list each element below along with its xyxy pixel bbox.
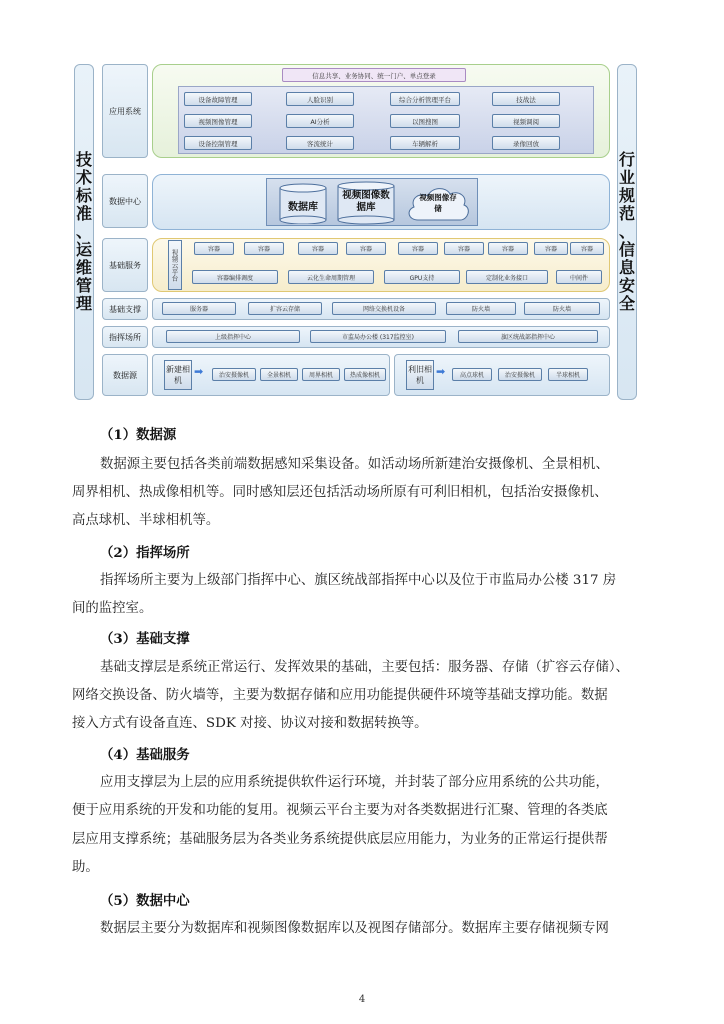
paragraph-line: 数据层主要分为数据库和视频图像数据库以及视图存储部分。数据库主要存储视频专网 bbox=[100, 921, 609, 936]
paragraph-line: 应用支撑层为上层的应用系统提供软件运行环境，并封装了部分应用系统的公共功能， bbox=[100, 775, 609, 790]
container-chip: 容器 bbox=[194, 242, 234, 255]
section-heading: （2）指挥场所 bbox=[100, 545, 190, 561]
base-support-item: 服务器 bbox=[162, 302, 236, 315]
command-item: 旗区统战部指挥中心 bbox=[458, 330, 598, 343]
base-service-item: 云化生命周期管理 bbox=[288, 270, 374, 284]
app-module: 设备控制管理 bbox=[184, 136, 252, 150]
right-side-char: 信 bbox=[618, 240, 635, 259]
arrow-right-icon: ➡ bbox=[194, 365, 204, 378]
app-module: 录像回放 bbox=[492, 136, 560, 150]
left-side-bar bbox=[74, 64, 94, 400]
app-module: AI分析 bbox=[286, 114, 354, 128]
container-chip: 容器 bbox=[398, 242, 438, 255]
layer-label-app: 应用系统 bbox=[102, 64, 148, 158]
app-module: 视频调阅 bbox=[492, 114, 560, 128]
video-cloud-platform: 视频云平台 bbox=[168, 240, 182, 290]
container-chip: 容器 bbox=[570, 242, 604, 255]
command-item: 上级指挥中心 bbox=[166, 330, 300, 343]
paragraph-line: 数据源主要包括各类前端数据感知采集设备。如活动场所新建治安摄像机、全景相机、 bbox=[100, 457, 609, 472]
new-camera-item: 全景相机 bbox=[260, 368, 298, 381]
base-service-item: 中间件 bbox=[556, 270, 602, 284]
right-side-char: 规 bbox=[618, 186, 635, 205]
base-support-item: 扩容云存储 bbox=[248, 302, 322, 315]
paragraph-line: 网络交换设备、防火墙等，主要为数据存储和应用功能提供硬件环境等基础支撑功能。数据 bbox=[72, 688, 608, 703]
layer-label-base-support: 基础支撑 bbox=[102, 298, 148, 320]
new-camera-label: 新建相机 bbox=[164, 360, 192, 390]
container-chip: 容器 bbox=[534, 242, 568, 255]
app-module: 客流统计 bbox=[286, 136, 354, 150]
paragraph-line: 便于应用系统的开发和功能的复用。视频云平台主要为对各类数据进行汇聚、管理的各类底 bbox=[72, 803, 608, 818]
video-storage-label: 视频图像存储 bbox=[419, 193, 457, 213]
new-camera-item: 热成像相机 bbox=[344, 368, 386, 381]
right-side-char: 业 bbox=[618, 168, 635, 187]
left-side-char: 术 bbox=[75, 168, 92, 187]
old-camera-item: 治安摄像机 bbox=[498, 368, 542, 381]
section-heading: （4）基础服务 bbox=[100, 747, 190, 763]
left-side-char: 理 bbox=[75, 294, 92, 313]
layer-label-data-source: 数据源 bbox=[102, 354, 148, 396]
paragraph-line: 指挥场所主要为上级部门指挥中心、旗区统战部指挥中心以及位于市监局办公楼 317 房 bbox=[100, 573, 617, 588]
left-side-char: 管 bbox=[75, 276, 92, 295]
right-side-char: 、 bbox=[618, 222, 635, 241]
paragraph-line: 助。 bbox=[72, 860, 99, 875]
new-camera-item: 周界相机 bbox=[302, 368, 340, 381]
paragraph-line: 基础支撑层是系统正常运行、发挥效果的基础，主要包括：服务器、存储（扩容云存储）、 bbox=[100, 660, 629, 675]
app-module: 以图搜图 bbox=[390, 114, 460, 128]
base-service-item: 定制化业务接口 bbox=[466, 270, 548, 284]
app-top-bar: 信息共享、业务协同、统一门户、单点登录 bbox=[282, 68, 466, 82]
left-side-char: 、 bbox=[75, 222, 92, 241]
layer-label-data-center: 数据中心 bbox=[102, 174, 148, 228]
section-heading: （3）基础支撑 bbox=[100, 631, 190, 647]
paragraph-line: 高点球机、半球相机等。 bbox=[72, 513, 220, 528]
new-camera-item: 治安摄像机 bbox=[212, 368, 256, 381]
app-module: 设备故障管理 bbox=[184, 92, 252, 106]
container-chip: 容器 bbox=[444, 242, 484, 255]
right-side-char: 全 bbox=[618, 294, 635, 313]
paragraph-line: 周界相机、热成像相机等。同时感知层还包括活动场所原有可利旧相机，包括治安摄像机、 bbox=[72, 485, 608, 500]
base-support-item: 网络交换机设备 bbox=[332, 302, 436, 315]
right-side-char: 范 bbox=[618, 204, 635, 223]
old-camera-item: 半球相机 bbox=[548, 368, 588, 381]
left-side-char: 标 bbox=[75, 186, 92, 205]
section-heading: （5）数据中心 bbox=[100, 893, 190, 909]
right-side-bar bbox=[617, 64, 637, 400]
right-side-char: 安 bbox=[618, 276, 635, 295]
layer-label-base-service: 基础服务 bbox=[102, 238, 148, 292]
app-module: 技战法 bbox=[492, 92, 560, 106]
old-camera-item: 高点球机 bbox=[452, 368, 492, 381]
app-module: 视频图像管理 bbox=[184, 114, 252, 128]
container-chip: 容器 bbox=[244, 242, 284, 255]
architecture-diagram bbox=[74, 62, 640, 404]
app-module: 车辆解析 bbox=[390, 136, 460, 150]
container-chip: 容器 bbox=[346, 242, 386, 255]
container-chip: 容器 bbox=[298, 242, 338, 255]
app-module: 综合分析管理平台 bbox=[390, 92, 460, 106]
app-module: 人脸识别 bbox=[286, 92, 354, 106]
arrow-right-icon: ➡ bbox=[436, 365, 446, 378]
base-support-item: 防火墙 bbox=[446, 302, 516, 315]
left-side-char: 运 bbox=[75, 240, 92, 259]
video-database-label: 视频图像数据库 bbox=[342, 190, 390, 213]
base-support-item: 防火墙 bbox=[524, 302, 600, 315]
left-side-char: 准 bbox=[75, 204, 92, 223]
paragraph-line: 接入方式有设备直连、SDK 对接、协议对接和数据转换等。 bbox=[72, 716, 428, 731]
page-number: 4 bbox=[358, 994, 366, 1005]
layer-label-command: 指挥场所 bbox=[102, 326, 148, 348]
base-service-item: 容器编排调度 bbox=[192, 270, 278, 284]
right-side-char: 息 bbox=[618, 258, 635, 277]
left-side-char: 维 bbox=[75, 258, 92, 277]
database-label: 数据库 bbox=[288, 202, 318, 213]
paragraph-line: 层应用支撑系统；基础服务层为各类业务系统提供底层应用能力，为业务的正常运行提供帮 bbox=[72, 832, 608, 847]
container-chip: 容器 bbox=[488, 242, 528, 255]
paragraph-line: 间的监控室。 bbox=[72, 601, 153, 616]
right-side-char: 行 bbox=[618, 150, 635, 169]
old-camera-label: 利旧相机 bbox=[406, 360, 434, 390]
left-side-char: 技 bbox=[75, 150, 92, 169]
section-heading: （1）数据源 bbox=[100, 427, 177, 443]
command-item: 市监局办公楼 (317监控室) bbox=[310, 330, 446, 343]
base-service-item: GPU支持 bbox=[384, 270, 460, 284]
